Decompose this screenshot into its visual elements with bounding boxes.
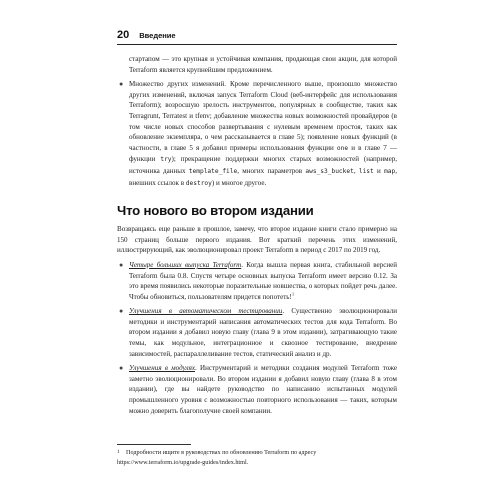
list-item-modules: ● Улучшения в модулях. Инструментарий и методики создания модулей Terraform тоже заметно эволюционировали. Во втором издании я добавил новую главу (глава 8 в этом издании), где вы найдете руководство по написанию испытанных модулей промышленного уровня с возможностью повторного использования — таких, которым можно доверить благополучие своей компании. — [119, 364, 398, 415]
item-lead: Улучшения в модулях — [129, 364, 195, 373]
footnote-mark: 1 — [117, 450, 120, 455]
section-title: Что нового во втором издании — [117, 203, 314, 219]
running-header — [117, 29, 397, 43]
footnote-text: Подробности ищите в руководствах по обновлению Terraform по адресу https://www.terraform.io/upgrade-guides/index.html. — [117, 449, 317, 466]
inline-code: list — [358, 167, 374, 175]
footnote — [117, 448, 397, 467]
bullet-icon: ● — [119, 364, 124, 373]
running-title: Введение — [139, 31, 176, 40]
section-intro: Возвращаясь еще раньше в прошлое, замечу, что второе издание книги стало примерно на 150 страниц больше первого издания. Вот краткий перечень этих изменений, иллюстрирующий, как эволюционировал проект Terraform в период с 2017 по 2019 год. — [117, 225, 397, 255]
item-lead: Улучшения в автоматическом тестировании — [129, 307, 283, 316]
footnote-ref[interactable]: 1 — [291, 291, 295, 297]
intro-continuation: стартапом — это крупная и устойчивая компания, продающая свои акции, для которой Terraform является крупнейшим предложением. — [129, 55, 397, 74]
inline-code: template_file — [188, 167, 238, 175]
list-item-other-changes: ● Множество других изменений. Кроме перечисленного выше, произошло множество других изменений, включая запуск Terraform Cloud (веб-интерфейс для использования Terraform); возросшую зрелость инструментов, популярных в сообществе, таких как Terragrunt, Terratest и tfenv; добавление множества новых возможностей провайдеров (в том числе новых способов развертывания с нулевым временем простоя, таких как обновление экземпляра, о чем рассказывается в главе 5); появление новых функций (в частности, в главе 5 я добавил примеры использования функции one и в главе 7 — функции try); прекращение поддержки многих старых возможностей (например, источника данных template_file, многих параметров aws_s3_bucket, list и map, внешних ссылок в destroy) и многое другое. — [119, 80, 398, 187]
list-item-testing: ● Улучшения в автоматическом тестировании. Существенно эволюционировали методики и инструментарий написания автоматических тестов для кода Terraform. Во втором издании я добавил новую главу (глава 9 в этом издании), затрагивающую такие темы, как модульное, интеграционное и сквозное тестирование, внедрение зависимостей, распараллеливание тестов, статический анализ и др. — [119, 307, 397, 358]
inline-code: try — [160, 156, 172, 164]
bullet-icon: ● — [119, 80, 124, 89]
text-column — [117, 54, 397, 416]
footnote-rule — [117, 444, 191, 445]
list-item-major-releases: ● Четыре больших выпуска Terraform. Когда вышла первая книга, стабильной версией Terraform была 0.8. Спустя четыре основных выпуска Terraform имеет версию 0.12. За это время появились некоторые поразительные новшества, о которых пойдет речь далее. Чтобы обновиться, пользователям придется попотеть!$^1$ — [119, 260, 397, 301]
inline-code: map — [384, 167, 396, 175]
bullet-icon: ● — [119, 260, 124, 269]
item-lead: Четыре больших выпуска Terraform — [129, 260, 242, 269]
page-number: 20 — [117, 29, 130, 41]
inline-code: one — [336, 144, 349, 152]
inline-code: aws_s3_bucket — [305, 167, 354, 175]
header-rule — [117, 44, 397, 45]
inline-code: destroy — [185, 179, 212, 187]
bullet-icon: ● — [119, 307, 124, 316]
